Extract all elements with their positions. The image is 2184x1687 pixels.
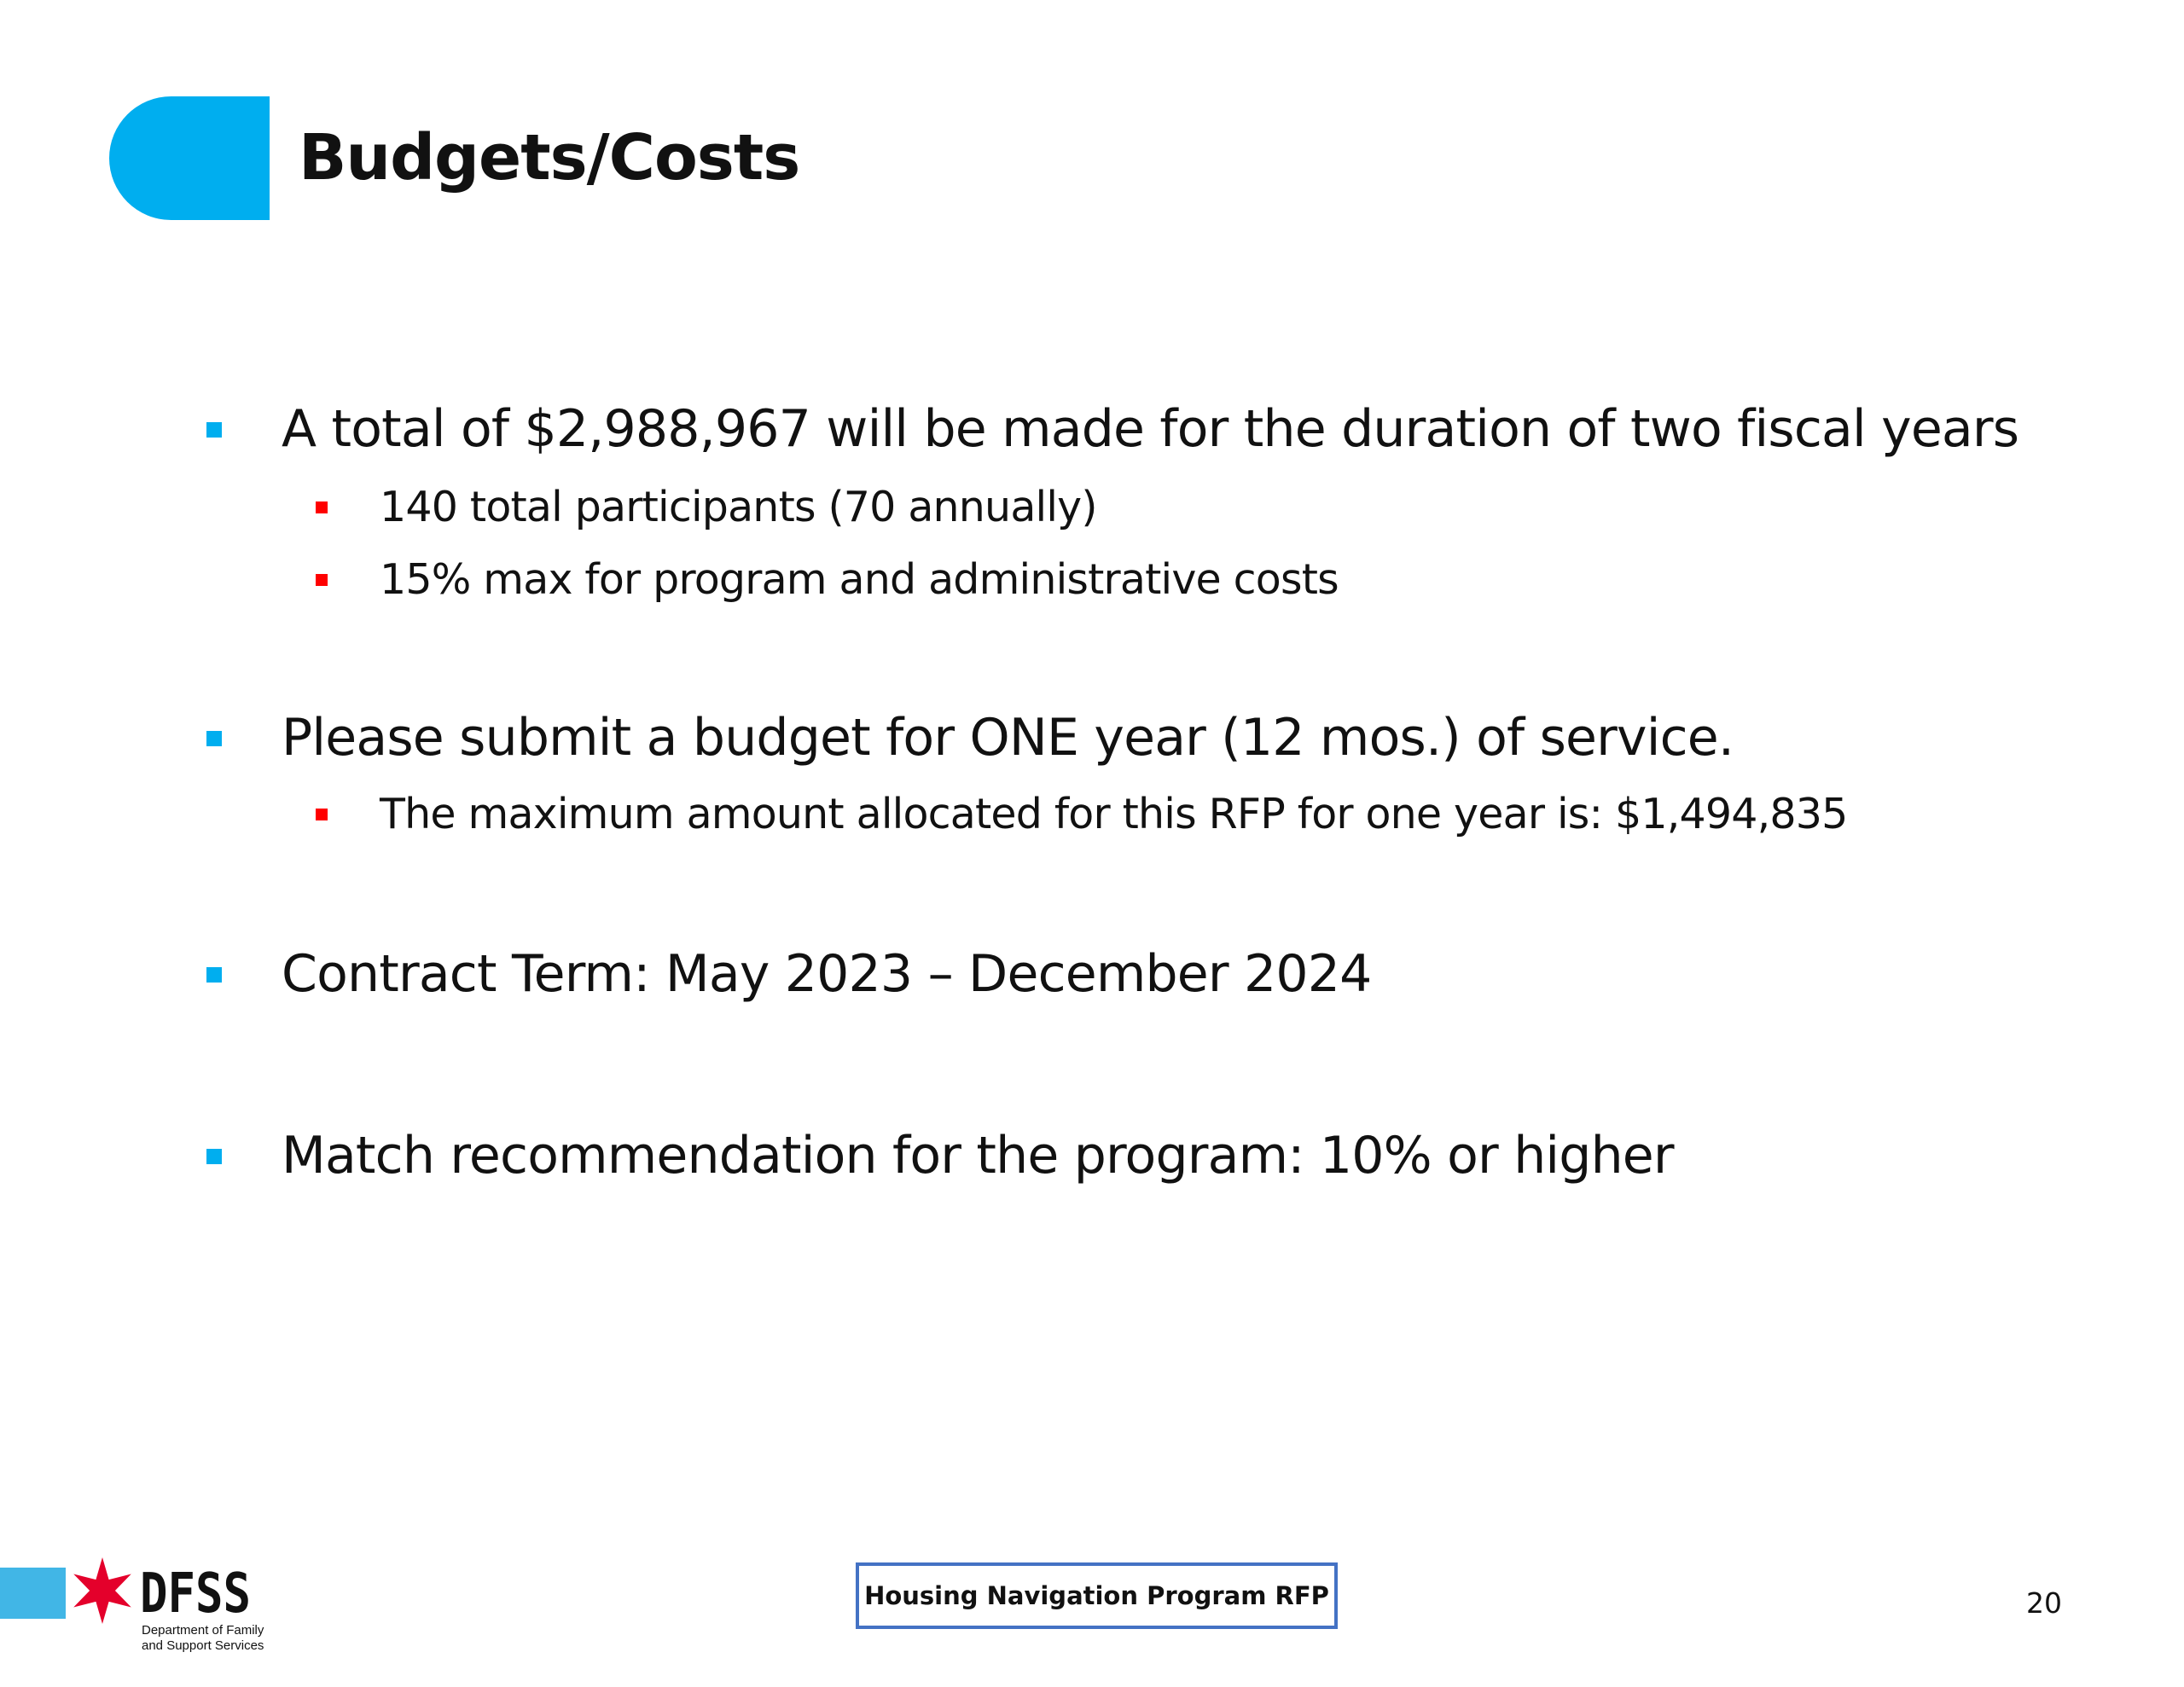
slide-title: Budgets/Costs (299, 121, 800, 194)
sub-bullet-item (380, 554, 1339, 606)
square-bullet-icon (316, 501, 328, 513)
dfss-logo (0, 1552, 282, 1655)
logo-subtitle-line2: and Support Services (142, 1638, 264, 1653)
footer-program-label (856, 1562, 1338, 1629)
sub-bullet-text: 140 total participants (70 annually) (380, 483, 1097, 531)
logo-wordmark: DFSS (140, 1562, 251, 1626)
bullet-item (282, 707, 1734, 768)
square-bullet-icon (316, 574, 328, 586)
page-number: 20 (2026, 1586, 2062, 1620)
bullet-text: Contract Term: May 2023 – December 2024 (282, 944, 1372, 1004)
sub-bullet-item (380, 482, 1097, 533)
bullet-item (282, 1125, 1674, 1186)
square-bullet-icon (316, 809, 328, 820)
square-bullet-icon (206, 422, 222, 438)
bullet-item (282, 943, 1372, 1005)
square-bullet-icon (206, 1149, 222, 1164)
bullet-text: A total of $2,988,967 will be made for the duration of two fiscal years (282, 399, 2019, 459)
sub-bullet-item (380, 789, 1848, 840)
sub-bullet-text: 15% max for program and administrative costs (380, 555, 1339, 604)
logo-subtitle-line1: Department of Family (142, 1623, 264, 1638)
title-accent-tab (109, 96, 270, 220)
logo-blue-bar (0, 1568, 66, 1619)
square-bullet-icon (206, 731, 222, 746)
bullet-text: Match recommendation for the program: 10% or higher (282, 1126, 1674, 1186)
star-icon (73, 1557, 131, 1624)
sub-bullet-text: The maximum amount allocated for this RFP for one year is: $1,494,835 (380, 790, 1848, 838)
square-bullet-icon (206, 967, 222, 983)
footer-program-label-text: Housing Navigation Program RFP (864, 1581, 1329, 1610)
bullet-item (282, 398, 2018, 460)
bullet-text: Please submit a budget for ONE year (12 mos.) of service. (282, 708, 1734, 768)
